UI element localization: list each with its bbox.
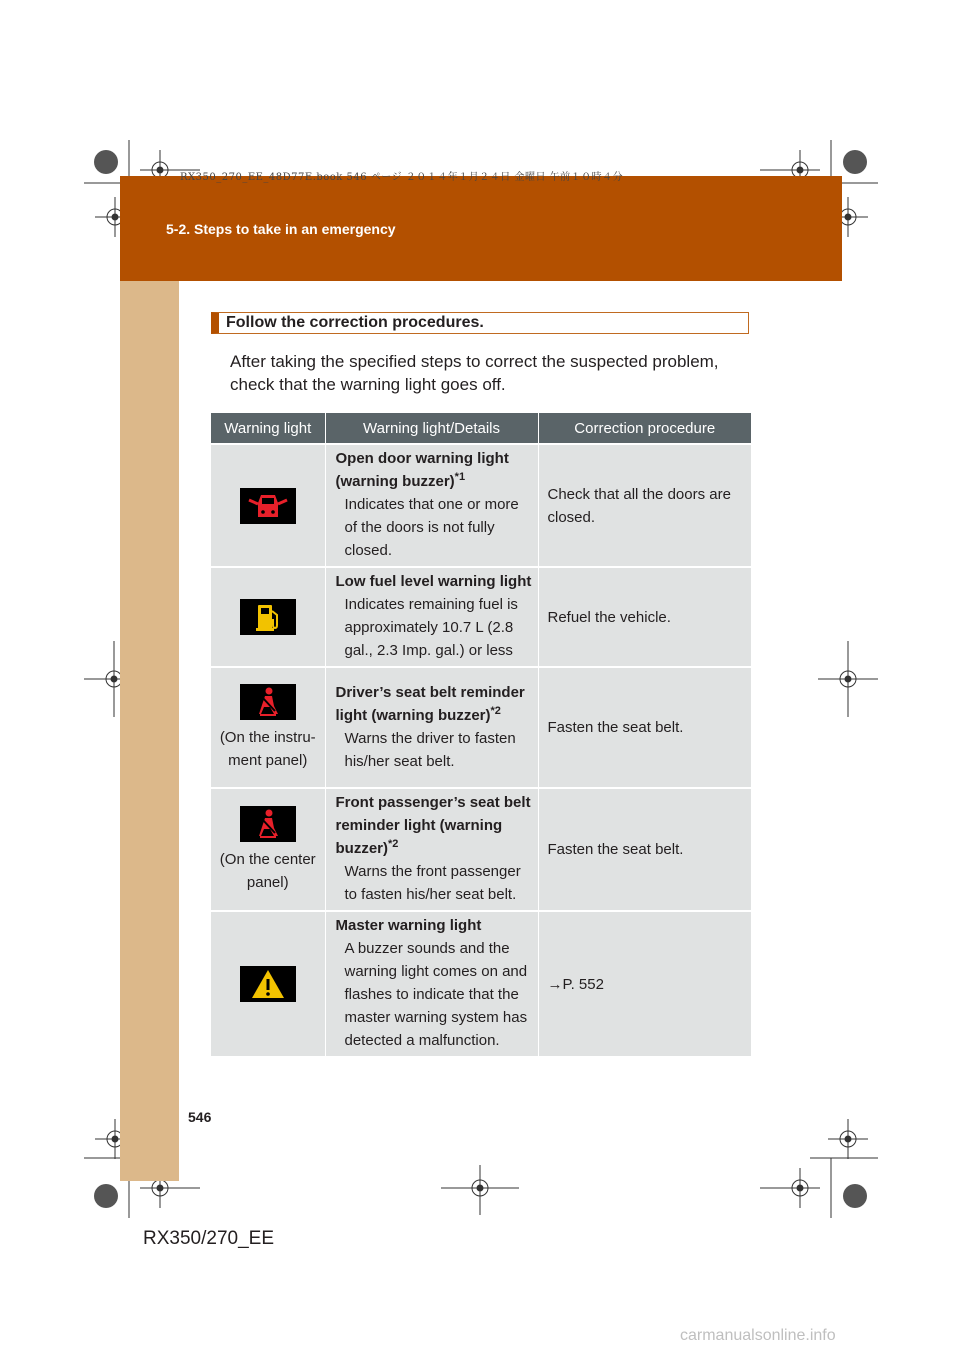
- icon-cell: [211, 444, 325, 567]
- icon-location-note: (On the center panel): [219, 850, 316, 891]
- side-tab-band: [120, 281, 179, 1181]
- correction-cell: Fasten the seat belt.: [538, 667, 751, 788]
- footnote-marker: *1: [454, 471, 466, 483]
- watermark: carmanualsonline.info: [680, 1327, 836, 1344]
- icon-cell: [211, 911, 325, 1056]
- table-row: [211, 911, 751, 1056]
- details-cell: [325, 567, 538, 667]
- open-door-icon: [240, 488, 296, 524]
- table-row: [211, 788, 751, 911]
- detail-text: Warns the driver to fasten his/her seat belt.: [344, 729, 516, 770]
- header-correction: Correction procedure: [538, 413, 751, 444]
- correction-cell: Fasten the seat belt.: [538, 788, 751, 911]
- section-title: Follow the correction procedures.: [226, 314, 484, 331]
- fuel-pump-icon: [240, 599, 296, 635]
- details-cell: [325, 667, 538, 788]
- model-code: RX350/270_EE: [143, 1228, 274, 1249]
- detail-text: Indicates that one or more of the doors is not fully closed.: [344, 496, 519, 559]
- details-cell: [325, 911, 538, 1056]
- table-header-row: [211, 413, 751, 444]
- page-number: 546: [188, 1109, 212, 1125]
- warning-light-table: [211, 413, 751, 1056]
- detail-title: Driver’s seat belt reminder light (warning buzzer): [335, 683, 525, 724]
- page-reference-link[interactable]: →P. 552: [538, 911, 751, 1056]
- icon-cell: [211, 788, 325, 911]
- detail-title: Master warning light: [335, 917, 482, 934]
- warning-triangle-icon: [240, 966, 296, 1002]
- print-info: RX350_270_EE_48D77E.book 546 ページ ２０１４年１月２４日 金曜日 午前１０時４分: [180, 172, 624, 183]
- detail-text: A buzzer sounds and the warning light comes on and flashes to indicate that the master warning system has detected a malfunction.: [344, 940, 528, 1049]
- table-row: [211, 444, 751, 567]
- details-cell: [325, 444, 538, 567]
- details-cell: [325, 788, 538, 911]
- header-details: Warning light/Details: [325, 413, 538, 444]
- correction-cell: Check that all the doors are closed.: [538, 444, 751, 567]
- icon-cell: [211, 567, 325, 667]
- icon-location-note: (On the instru-ment panel): [219, 728, 316, 769]
- detail-title: Low fuel level warning light: [335, 573, 532, 590]
- table-row: [211, 667, 751, 788]
- header-warning-light: Warning light: [211, 413, 325, 444]
- detail-title: Open door warning light (warning buzzer): [335, 450, 509, 490]
- correction-cell: Refuel the vehicle.: [538, 567, 751, 667]
- seat-belt-icon: [240, 684, 296, 720]
- breadcrumb: 5-2. Steps to take in an emergency: [166, 221, 396, 237]
- detail-title: Front passenger’s seat belt reminder light (warning buzzer): [335, 794, 531, 857]
- footnote-marker: *2: [490, 704, 501, 717]
- seat-belt-icon: [240, 806, 296, 842]
- table-row: [211, 567, 751, 667]
- icon-cell: [211, 667, 325, 788]
- intro-paragraph: After taking the specified steps to correct the suspected problem, check that the warning light goes off.: [230, 352, 719, 394]
- detail-text: Warns the front passenger to fasten his/her seat belt.: [344, 863, 521, 903]
- detail-text: Indicates remaining fuel is approximately 10.7 L (2.8 gal., 2.3 Imp. gal.) or less: [344, 596, 518, 659]
- section-heading: [211, 312, 749, 334]
- footnote-marker: *2: [388, 838, 399, 850]
